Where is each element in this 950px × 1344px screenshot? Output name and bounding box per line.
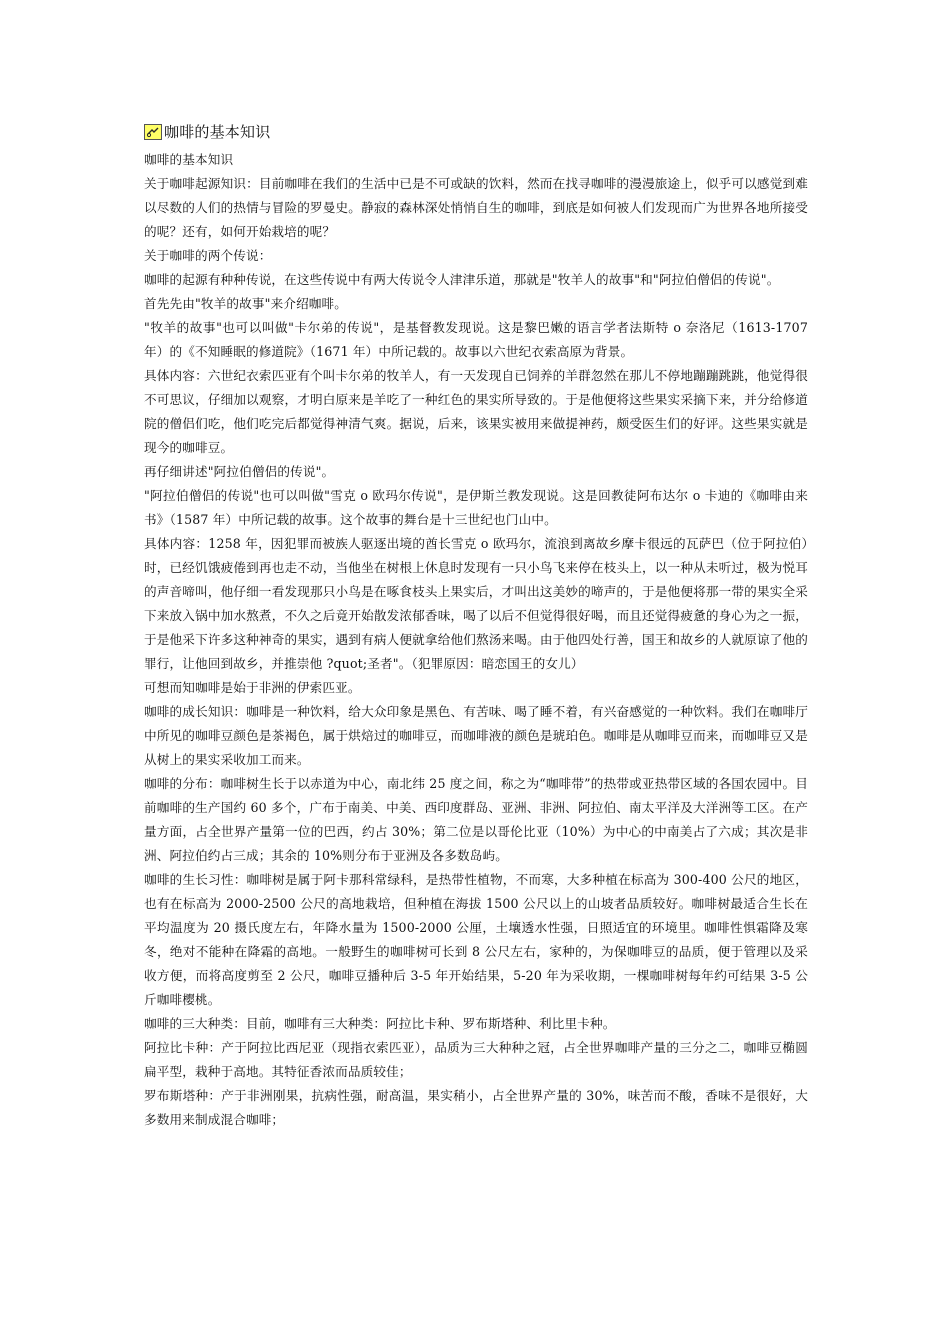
paragraph: 关于咖啡的两个传说： [144, 248, 272, 263]
paragraph: 咖啡的起源有种种传说，在这些传说中有两大传说令人津津乐道，那就是"牧羊人的故事"和"阿拉伯僧侣的传说"。 [144, 272, 780, 287]
paragraph: 咖啡的基本知识 [144, 152, 234, 167]
paragraph: "牧羊的故事"也可以叫做"卡尔弟的传说"，是基督教发现说。这是黎巴嫩的语言学者法斯特 o 奈洛尼（1613-1707 年）的《不知睡眠的修道院》（1671 年）中所记载的。故事以六世纪衣索高原为背景。 [144, 320, 808, 359]
paragraph: 可想而知咖啡是始于非洲的伊索匹亚。 [144, 680, 361, 695]
document-title: 咖啡的基本知识 [164, 123, 271, 141]
paragraph: 咖啡的成长知识：咖啡是一种饮料，给大众印象是黑色、有苦味、喝了睡不着，有兴奋感觉的一种饮料。我们在咖啡厅中所见的咖啡豆颜色是茶褐色，属于烘焙过的咖啡豆，而咖啡液的颜色是琥珀色。咖啡是从咖啡豆而来，而咖啡豆又是从树上的果实采收加工而来。 [144, 704, 808, 767]
paragraph: 阿拉比卡种：产于阿拉比西尼亚（现指衣索匹亚），品质为三大种种之冠，占全世界咖啡产量的三分之二，咖啡豆椭圆扁平型，栽种于高地。其特征香浓而品质较佳； [144, 1040, 808, 1079]
paragraph: 首先先由"牧羊的故事"来介绍咖啡。 [144, 296, 348, 311]
paragraph: 再仔细讲述"阿拉伯僧侣的传说"。 [144, 464, 335, 479]
paragraph: 咖啡的三大种类：目前，咖啡有三大种类：阿拉比卡种、罗布斯塔种、利比里卡种。 [144, 1016, 616, 1031]
paragraph: 关于咖啡起源知识：目前咖啡在我们的生活中已是不可或缺的饮料，然而在找寻咖啡的漫漫旅途上，似乎可以感觉到难以尽数的人们的热情与冒险的罗曼史。静寂的森林深处悄悄自生的咖啡，到底是如何被人们发现而广为世界各地所接受的呢？还有，如何开始栽培的呢？ [144, 176, 808, 239]
paragraph: 罗布斯塔种：产于非洲刚果，抗病性强，耐高温，果实稍小，占全世界产量的 30%，味苦而不酸，香味不是很好，大多数用来制成混合咖啡； [144, 1088, 808, 1127]
title-row [144, 118, 808, 146]
paragraph: 具体内容：六世纪衣索匹亚有个叫卡尔弟的牧羊人，有一天发现自已饲养的羊群忽然在那儿不停地蹦蹦跳跳，他觉得很不可思议，仔细加以观察，才明白原来是羊吃了一种红色的果实所导致的。于是他便将这些果实采摘下来，并分给修道院的僧侣们吃，他们吃完后都觉得神清气爽。据说，后来，该果实被用来做提神药，颇受医生们的好评。这些果实就是现今的咖啡豆。 [144, 368, 808, 455]
paragraph: 具体内容：1258 年，因犯罪而被族人驱逐出境的酋长雪克 o 欧玛尔，流浪到离故乡摩卡很远的瓦萨巴（位于阿拉伯）时，已经饥饿疲倦到再也走不动，当他坐在树根上休息时发现有一只小鸟飞来停在枝头上，以一种从未听过，极为悦耳的声音啼叫，他仔细一看发现那只小鸟是在啄食枝头上果实后，才叫出这美妙的啼声的，于是他便将那一带的果实全采下来放入锅中加水熬煮，不久之后竟开始散发浓郁香味，喝了以后不但觉得很好喝，而且还觉得疲惫的身心为之一振，于是他采下许多这种神奇的果实，遇到有病人便就拿给他们熬汤来喝。由于他四处行善，国王和故乡的人就原谅了他的罪行，让他回到故乡，并推崇他 ?quot;圣者"。（犯罪原因：暗恋国王的女儿） [144, 536, 808, 671]
paragraph: "阿拉伯僧侣的传说"也可以叫做"雪克 o 欧玛尔传说"，是伊斯兰教发现说。这是回教徒阿布达尔 o 卡迪的《咖啡由来书》（1587 年）中所记载的故事。这个故事的舞台是十三世纪也门山中。 [144, 488, 808, 527]
paragraph: 咖啡的分布：咖啡树生长于以赤道为中心，南北纬 25 度之间，称之为“咖啡带”的热带或亚热带区域的各国农园中。目前咖啡的生产国约 60 多个，广布于南美、中美、西印度群岛、亚洲、非洲、阿拉伯、南太平洋及大洋洲等工区。在产量方面，占全世界产量第一位的巴西，约占 30%；第二位是以哥伦比亚（10%）为中心的中南美占了六成；其次是非洲、阿拉伯约占三成；其余的 10%则分布于亚洲及各多数岛屿。 [144, 776, 808, 863]
paragraph: 咖啡的生长习性：咖啡树是属于阿卡那科常绿科，是热带性植物，不而寒，大多种植在标高为 300-400 公尺的地区，也有在标高为 2000-2500 公尺的高地栽培，但种植在海拔 1500 公尺以上的山坡者品质较好。咖啡树最适合生长在平均温度为 20 摄氏度左右，年降水量为 1500-2000 公厘，土壤透水性强，日照适宜的环境里。咖啡性惧霜降及寒冬，绝对不能种在降霜的高地。一般野生的咖啡树可长到 8 公尺左右，家种的，为保咖啡豆的品质，便于管理以及采收方便，而将高度剪至 2 公尺，咖啡豆播种后 3-5 年开始结果，5-20 年为采收期，一棵咖啡树每年约可结果 3-5 公斤咖啡樱桃。 [144, 872, 808, 1007]
document-body [144, 118, 808, 1132]
document-link-icon[interactable] [144, 124, 162, 140]
